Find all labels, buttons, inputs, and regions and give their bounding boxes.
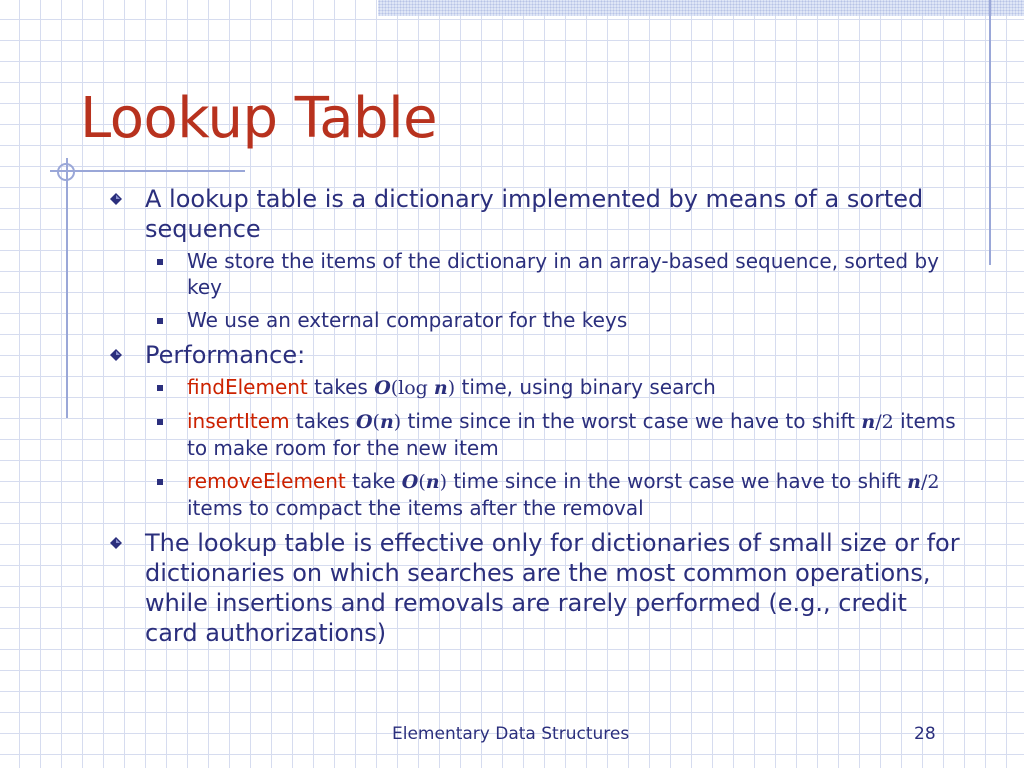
sub-bullet-comparator xyxy=(105,307,965,333)
bullet-text: The lookup table is effective only for dictionaries of small size or for dictionaries on which searches are the most common operations, while insertions and removals are rarely performed (e.g., credit card authorizations) xyxy=(145,529,960,647)
top-pattern-band xyxy=(378,0,1024,16)
math-symbol: /2 xyxy=(875,411,894,433)
accent-circle xyxy=(57,163,75,181)
complexity-expression xyxy=(356,411,401,433)
bullet-text: Performance: xyxy=(145,341,306,369)
math-symbol: O xyxy=(401,471,419,493)
math-symbol: n xyxy=(379,411,394,433)
method-name: insertItem xyxy=(187,409,290,433)
complexity-expression xyxy=(402,471,447,493)
sub-bullet-insert-item xyxy=(105,408,965,461)
math-symbol: ) xyxy=(439,471,447,493)
square-bullet-icon xyxy=(157,318,163,324)
sub-bullet-array-storage xyxy=(105,248,965,300)
page-number: 28 xyxy=(914,724,936,744)
math-symbol: ( xyxy=(418,471,426,493)
diamond-bullet-icon xyxy=(110,537,122,549)
text-fragment: takes xyxy=(289,409,356,433)
bullet-lookup-definition xyxy=(105,184,965,244)
math-symbol: (log xyxy=(390,377,434,399)
bullet-effectiveness xyxy=(105,528,965,648)
slide-body xyxy=(105,184,965,652)
math-symbol: ) xyxy=(447,377,456,399)
square-bullet-icon xyxy=(157,419,163,425)
shift-expression xyxy=(861,411,893,433)
math-symbol: n xyxy=(425,471,440,493)
math-symbol: n xyxy=(433,377,448,399)
title-underline xyxy=(50,170,245,172)
bullet-text: A lookup table is a dictionary implemented by means of a sorted sequence xyxy=(145,185,924,243)
square-bullet-icon xyxy=(157,479,163,485)
text-fragment: takes xyxy=(307,375,375,399)
text-fragment: items to make room for the new item xyxy=(187,409,956,460)
text-fragment: time, using binary search xyxy=(455,375,716,399)
text-fragment: take xyxy=(345,469,402,493)
math-symbol: ( xyxy=(372,411,380,433)
footer-title: Elementary Data Structures xyxy=(392,724,630,744)
math-symbol: O xyxy=(355,411,373,433)
diamond-bullet-icon xyxy=(110,349,122,361)
text-fragment: time since in the worst case we have to shift xyxy=(446,469,908,493)
shift-expression xyxy=(907,471,939,493)
sub-bullet-text: We store the items of the dictionary in an array-based sequence, sorted by key xyxy=(187,249,940,299)
method-name: findElement xyxy=(187,375,308,399)
square-bullet-icon xyxy=(157,259,163,265)
right-accent-line xyxy=(989,0,991,265)
text-fragment: items to compact the items after the removal xyxy=(187,496,644,520)
text-fragment: time since in the worst case we have to shift xyxy=(401,409,862,433)
slide-title: Lookup Table xyxy=(80,86,438,151)
bullet-performance xyxy=(105,340,965,370)
complexity-expression xyxy=(374,377,455,399)
method-name: removeElement xyxy=(187,469,346,493)
sub-bullet-text: We use an external comparator for the keys xyxy=(187,308,628,332)
diamond-bullet-icon xyxy=(110,193,122,205)
square-bullet-icon xyxy=(157,385,163,391)
math-symbol: O xyxy=(374,377,391,399)
math-symbol: n xyxy=(861,411,876,433)
math-symbol: n xyxy=(907,471,921,493)
math-symbol: /2 xyxy=(921,471,940,493)
math-symbol: ) xyxy=(393,411,402,433)
sub-bullet-remove-element xyxy=(105,468,965,521)
left-accent-line xyxy=(66,158,68,418)
sub-bullet-find-element xyxy=(105,374,965,401)
